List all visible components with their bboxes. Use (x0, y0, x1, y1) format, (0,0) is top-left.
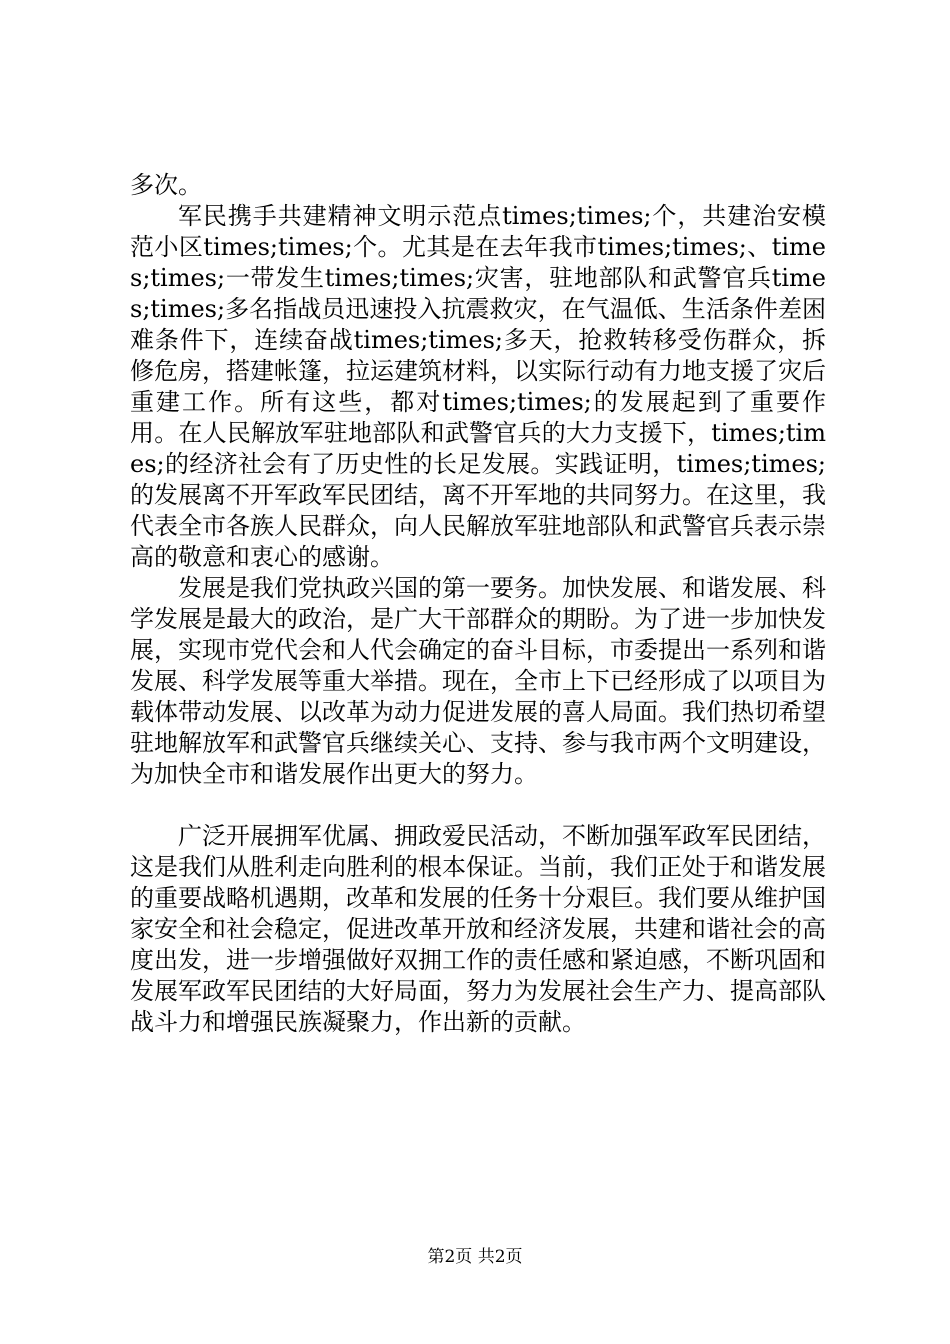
paragraph-development: 发展是我们党执政兴国的第一要务。加快发展、和谐发展、科学发展是最大的政治，是广大干部群众的期盼。为了进一步加快发展，实现市党代会和人代会确定的奋斗目标，市委提出一系列和谐发展、科学发展等重大举措。现在，全市上下已经形成了以项目为载体带动发展、以改革为动力促进发展的喜人局面。我们热切希望驻地解放军和武警官兵继续关心、支持、参与我市两个文明建设，为加快全市和谐发展作出更大的努力。 (130, 574, 826, 788)
paragraph-unity: 广泛开展拥军优属、拥政爱民活动，不断加强军政军民团结，这是我们从胜利走向胜利的根本保证。当前，我们正处于和谐发展的重要战略机遇期，改革和发展的任务十分艰巨。我们要从维护国家安全和社会稳定，促进改革开放和经济发展，共建和谐社会的高度出发，进一步增强做好双拥工作的责任感和紧迫感，不断巩固和发展军政军民团结的大好局面，努力为发展社会生产力、提高部队战斗力和增强民族凝聚力，作出新的贡献。 (130, 822, 826, 1036)
paragraph-military-civilian: 军民携手共建精神文明示范点times;times;个，共建治安模范小区times;times;个。尤其是在去年我市times;times;、times;times;一带发生times;times;灾害，驻地部队和武警官兵times;times;多名指战员迅速投入抗震救灾，在气温低、生活条件差困难条件下，连续奋战times;times;多天，抢救转移受伤群众，拆修危房，搭建帐篷，拉运建筑材料，以实际行动有力地支援了灾后重建工作。所有这些，都对times;times;的发展起到了重要作用。在人民解放军驻地部队和武警官兵的大力支援下，times;times;的经济社会有了历史性的长足发展。实践证明，times;times;的发展离不开军政军民团结，离不开军地的共同努力。在这里，我代表全市各族人民群众，向人民解放军驻地部队和武警官兵表示崇高的敬意和衷心的感谢。 (130, 202, 826, 571)
page-number-footer: 第2页 共2页 (427, 1247, 523, 1267)
paragraph-continuation: 多次。 (130, 171, 202, 199)
document-body (130, 170, 826, 1038)
